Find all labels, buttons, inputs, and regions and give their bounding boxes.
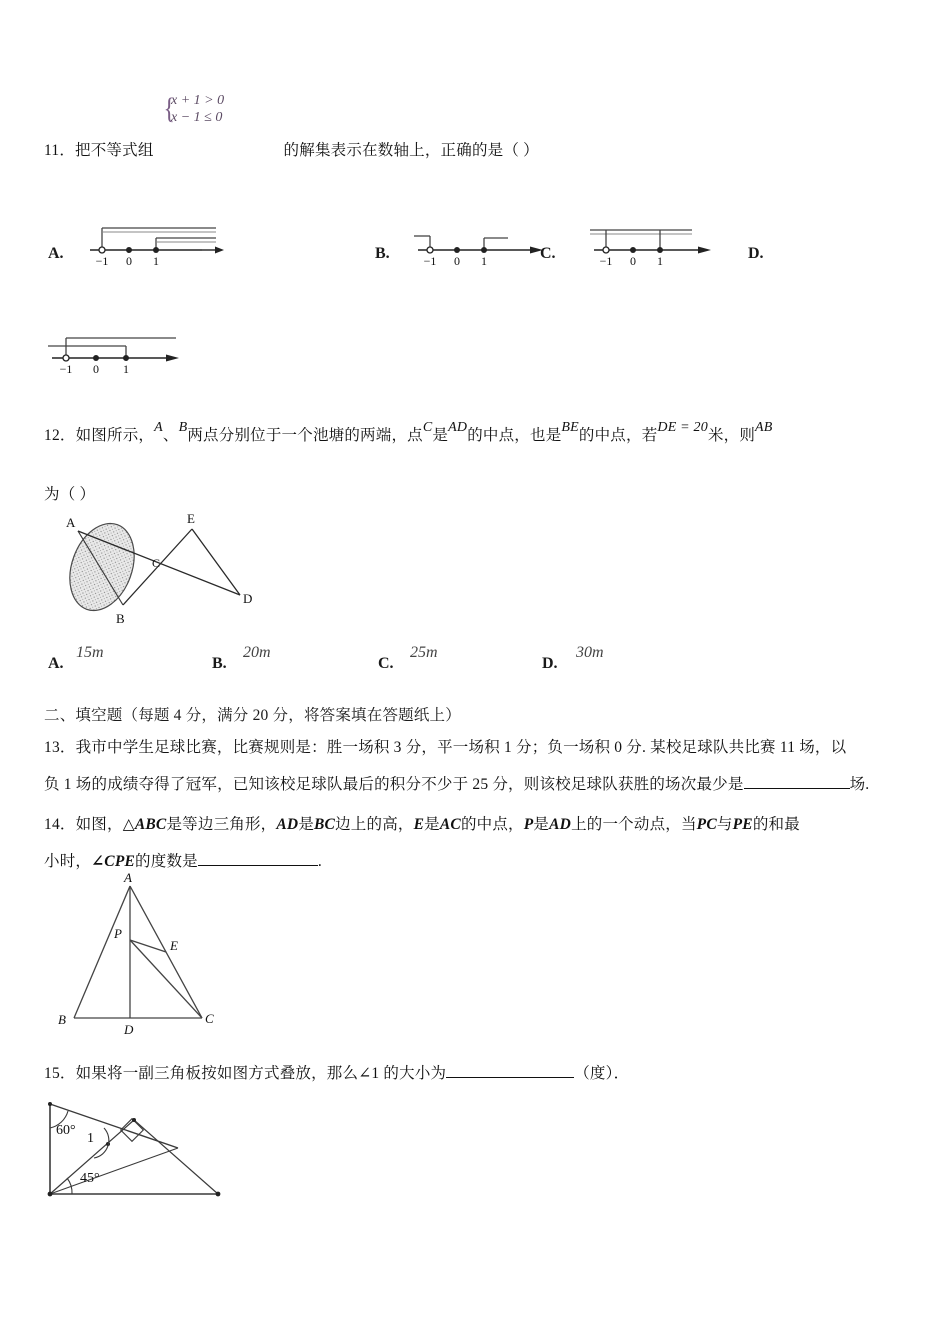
- q12-option-c-value[interactable]: 25m: [410, 644, 438, 661]
- q14-var-triangle: △ABC: [122, 816, 167, 833]
- q11-option-d-label[interactable]: [748, 245, 764, 263]
- q12-number: 12．: [44, 427, 76, 444]
- q11-option-b-letter: B.: [375, 245, 390, 262]
- q13-number: 13．: [44, 739, 76, 756]
- q14-p-i: 上的一个动点，当: [571, 816, 697, 833]
- q15-label-1: 1: [87, 1131, 94, 1146]
- q14-label-b: B: [58, 1012, 66, 1027]
- q11-d-tick-1: 1: [123, 362, 129, 376]
- q13-answer-blank[interactable]: [744, 774, 850, 789]
- q12-option-b-value[interactable]: 20m: [243, 644, 271, 661]
- q11-a-tick-neg1: −1: [95, 254, 109, 268]
- q15-label-60: 60°: [56, 1123, 76, 1138]
- q14-number: 14．: [44, 816, 76, 833]
- q13-text-line1: 我市中学生足球比赛，比赛规则是：胜一场积 3 分，平一场积 1 分；负一场积 0 分. 某校足球队共比赛 11 场，以: [75, 739, 847, 756]
- q14-p-f: 是: [424, 816, 440, 833]
- q11-c-tick-neg1: −1: [599, 254, 613, 268]
- q14-p-a: 如图，: [75, 816, 123, 833]
- q14-p-c: 是: [298, 816, 315, 833]
- q12-label-b: B: [116, 611, 125, 626]
- q11-a-tick-1: 1: [153, 254, 159, 268]
- q14-figure-triangle: [52, 868, 247, 1036]
- q11-option-c-label[interactable]: [540, 245, 556, 263]
- q11-b-tick-1: 1: [481, 254, 487, 268]
- q11-d-tick-0: 0: [93, 362, 99, 376]
- q11-b-tick-neg1: −1: [423, 254, 437, 268]
- q12-option-d[interactable]: [542, 655, 558, 673]
- q12-option-a-letter: A.: [48, 655, 64, 672]
- q11-number: 11．: [44, 142, 76, 159]
- q13-text-line2b: 场.: [849, 776, 870, 793]
- q12-var-b: B: [178, 419, 188, 435]
- q12-var-c: C: [422, 419, 433, 435]
- q12-seg-7: 米，则: [707, 427, 756, 444]
- q11-option-c-numberline[interactable]: [588, 222, 728, 270]
- q14-var-pe: PE: [732, 816, 753, 833]
- q14-label-a: A: [124, 870, 132, 885]
- q11-option-d-letter: D.: [748, 245, 764, 262]
- q15-text-b: （度）．: [574, 1065, 630, 1082]
- q12-option-c-letter: C.: [378, 655, 394, 672]
- q12-option-b[interactable]: [212, 655, 227, 673]
- q11-c-tick-0: 0: [630, 254, 636, 268]
- q11-option-a-numberline[interactable]: [84, 222, 224, 270]
- q12-label-c: C: [152, 556, 161, 570]
- q14-l2-b: 的度数是: [135, 853, 198, 870]
- q11-inequality-system: [162, 92, 224, 126]
- q12-seg-5: 的中点，也是: [467, 427, 562, 444]
- q14-p-d: 边上的高，: [335, 816, 414, 833]
- question-15-stem: [44, 1057, 629, 1091]
- q11-option-b-numberline[interactable]: [412, 222, 552, 270]
- q12-var-ad: AD: [448, 419, 468, 435]
- q11-option-a-letter: A.: [48, 245, 64, 262]
- question-12-stem: [44, 418, 929, 454]
- q14-p-k: 的和最: [752, 816, 800, 833]
- q12-figure-pond: [44, 505, 274, 630]
- q11-stem: [44, 134, 539, 168]
- q15-figure-set-squares: [42, 1098, 232, 1208]
- q14-p-j: 与: [716, 816, 733, 833]
- q12-var-a: A: [154, 419, 163, 435]
- section-2-heading: 二、填空题（每题 4 分，满分 20 分，将答案填在答题纸上）: [44, 707, 461, 724]
- q14-label-c: C: [205, 1011, 214, 1026]
- q14-var-p: P: [523, 816, 534, 833]
- q14-var-ad: AD: [276, 816, 299, 833]
- q15-number: 15．: [44, 1065, 76, 1082]
- q12-seg-4: 是: [432, 427, 449, 444]
- question-14-line1: [44, 808, 939, 842]
- q12-seg-1: 如图所示，: [75, 427, 155, 444]
- q11-ineq-line-2: x − 1 ≤ 0: [171, 110, 223, 125]
- q12-seg-8: 为（ ）: [44, 486, 96, 503]
- q12-var-de: DE = 20: [657, 419, 708, 435]
- q12-seg-6: 的中点，若: [578, 427, 658, 444]
- q12-option-b-letter: B.: [212, 655, 227, 672]
- q11-a-tick-0: 0: [126, 254, 132, 268]
- q12-label-a: A: [66, 515, 76, 530]
- q12-option-a[interactable]: [48, 655, 64, 673]
- q12-label-e: E: [187, 511, 195, 526]
- q14-var-ad2: AD: [549, 816, 572, 833]
- q14-var-ac: AC: [439, 816, 461, 833]
- q12-option-a-value[interactable]: 15m: [76, 644, 104, 661]
- q11-text-before: 把不等式组: [75, 142, 154, 159]
- q14-var-pc: PC: [696, 816, 717, 833]
- q12-seg-3: 两点分别位于一个池塘的两端，点: [187, 427, 423, 444]
- q14-p-h: 是: [533, 816, 550, 833]
- q11-d-tick-neg1: −1: [59, 362, 73, 376]
- q15-text-a: 如果将一副三角板按如图方式叠放，那么∠1 的大小为: [75, 1065, 447, 1082]
- question-13-line2: [44, 768, 934, 802]
- q11-b-tick-0: 0: [454, 254, 460, 268]
- q12-var-ab: AB: [755, 419, 773, 435]
- q14-var-e: E: [413, 816, 425, 833]
- q12-seg-2: 、: [162, 427, 179, 444]
- q11-ineq-line-1: { x + 1 > 0: [171, 93, 225, 108]
- q14-l2-a: 小时，: [44, 853, 92, 870]
- q12-label-d: D: [243, 591, 253, 606]
- q12-var-be: BE: [561, 419, 579, 435]
- q14-l2-c: .: [317, 853, 322, 870]
- q14-p-g: 的中点，: [460, 816, 524, 833]
- q11-option-c-letter: C.: [540, 245, 556, 262]
- q13-text-line2a: 负 1 场的成绩夺得了冠军，已知该校足球队最后的积分不少于 25 分，则该校足球队获胜的场次最少是: [44, 776, 744, 793]
- q11-option-d-numberline[interactable]: [46, 330, 196, 378]
- q11-option-a-label[interactable]: [48, 245, 64, 263]
- q15-answer-blank[interactable]: [446, 1063, 574, 1078]
- q14-label-d: D: [124, 1022, 134, 1036]
- q14-answer-blank[interactable]: [198, 851, 318, 866]
- q14-var-bc: BC: [314, 816, 336, 833]
- q14-p-b: 是等边三角形，: [166, 816, 277, 833]
- q14-var-angle-cpe: ∠CPE: [91, 853, 136, 870]
- q12-option-d-value[interactable]: 30m: [576, 644, 604, 661]
- q11-c-tick-1: 1: [657, 254, 663, 268]
- question-13-line1: [44, 731, 934, 765]
- q15-label-45: 45°: [80, 1171, 100, 1186]
- q14-label-e: E: [170, 938, 178, 953]
- q14-label-p: P: [114, 926, 122, 941]
- q11-option-b-label[interactable]: [375, 245, 390, 263]
- q11-text-after: 的解集表示在数轴上，正确的是（ ）: [283, 142, 539, 159]
- q12-option-c[interactable]: [378, 655, 394, 673]
- q12-option-d-letter: D.: [542, 655, 558, 672]
